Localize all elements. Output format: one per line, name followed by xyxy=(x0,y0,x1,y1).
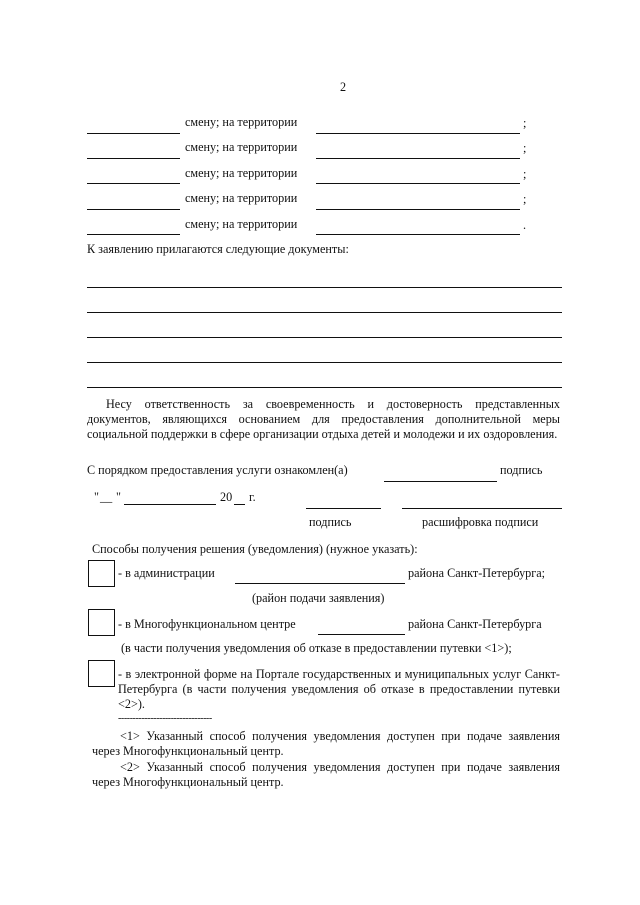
method-electronic-label: - в электронной форме на Портале государственных и муниципальных услуг Санкт-Петербурга (в части получения уведомления об отказе в предоставлении путевки <2>). xyxy=(118,667,560,711)
method-administration-checkbox[interactable] xyxy=(88,560,115,587)
row-end: ; xyxy=(523,192,527,206)
method-administration-suffix: района Санкт-Петербурга; xyxy=(408,566,546,580)
territory-blank[interactable] xyxy=(316,183,520,184)
method-mfc-label: - в Многофункциональном центре xyxy=(118,617,296,631)
signature-blank[interactable] xyxy=(306,508,381,509)
method-administration-label: - в администрации xyxy=(118,566,215,580)
shift-label: смену; на территории xyxy=(185,140,298,154)
footnote-separator: -------------------------------- xyxy=(118,713,212,724)
decoding-blank[interactable] xyxy=(402,508,562,509)
mfc-district-blank[interactable] xyxy=(318,634,405,635)
date-year-prefix: 20 xyxy=(220,490,233,504)
responsibility-text: Несу ответственность за своевременность и достоверность представленных документов, являющихся основанием для предоставления дополнительной меры социальной поддержки в сфере организации отдыха детей и молодежи и их оздоровления. xyxy=(87,397,560,441)
row-end: ; xyxy=(523,141,527,155)
attachment-line[interactable] xyxy=(87,387,562,388)
attachment-line[interactable] xyxy=(87,287,562,288)
attachment-line[interactable] xyxy=(87,337,562,338)
signature-caption: подпись xyxy=(309,515,352,529)
row-end: ; xyxy=(523,167,527,181)
shift-blank[interactable] xyxy=(87,234,180,235)
shift-label: смену; на территории xyxy=(185,191,298,205)
row-end: . xyxy=(523,218,527,232)
date-open-quote: " xyxy=(94,490,99,504)
date-day[interactable]: __ xyxy=(100,490,113,504)
shift-blank[interactable] xyxy=(87,209,180,210)
attachment-line[interactable] xyxy=(87,312,562,313)
administration-district-blank[interactable] xyxy=(235,583,405,584)
method-mfc-checkbox[interactable] xyxy=(88,609,115,636)
date-year-suffix: г. xyxy=(249,490,256,504)
shift-label: смену; на территории xyxy=(185,166,298,180)
methods-title: Способы получения решения (уведомления) (нужное указать): xyxy=(92,542,418,556)
shift-blank[interactable] xyxy=(87,158,180,159)
territory-blank[interactable] xyxy=(316,158,520,159)
date-close-quote: " xyxy=(116,490,121,504)
footnote-2: <2> Указанный способ получения уведомления доступен при подаче заявления через Многофункциональный центр. xyxy=(92,760,560,789)
decoding-caption: расшифровка подписи xyxy=(422,515,539,529)
familiarized-signature-blank[interactable] xyxy=(384,481,497,482)
shift-label: смену; на территории xyxy=(185,217,298,231)
attachment-line[interactable] xyxy=(87,362,562,363)
page-number: 2 xyxy=(340,80,347,94)
attachments-label: К заявлению прилагаются следующие документы: xyxy=(87,242,349,256)
shift-blank[interactable] xyxy=(87,183,180,184)
territory-blank[interactable] xyxy=(316,209,520,210)
administration-caption: (район подачи заявления) xyxy=(252,591,385,605)
mfc-note: (в части получения уведомления об отказе в предоставлении путевки <1>); xyxy=(121,641,512,655)
shift-label: смену; на территории xyxy=(185,115,298,129)
territory-blank[interactable] xyxy=(316,133,520,134)
method-electronic-checkbox[interactable] xyxy=(88,660,115,687)
date-month-blank[interactable] xyxy=(124,504,216,505)
territory-blank[interactable] xyxy=(316,234,520,235)
method-mfc-suffix: района Санкт-Петербурга xyxy=(408,617,542,631)
familiarized-signature-label: подпись xyxy=(500,463,543,477)
familiarized-text: С порядком предоставления услуги ознакомлен(а) xyxy=(87,463,348,477)
footnote-1: <1> Указанный способ получения уведомления доступен при подаче заявления через Многофункциональный центр. xyxy=(92,729,560,758)
row-end: ; xyxy=(523,116,527,130)
shift-blank[interactable] xyxy=(87,133,180,134)
date-year-blank[interactable] xyxy=(234,504,245,505)
